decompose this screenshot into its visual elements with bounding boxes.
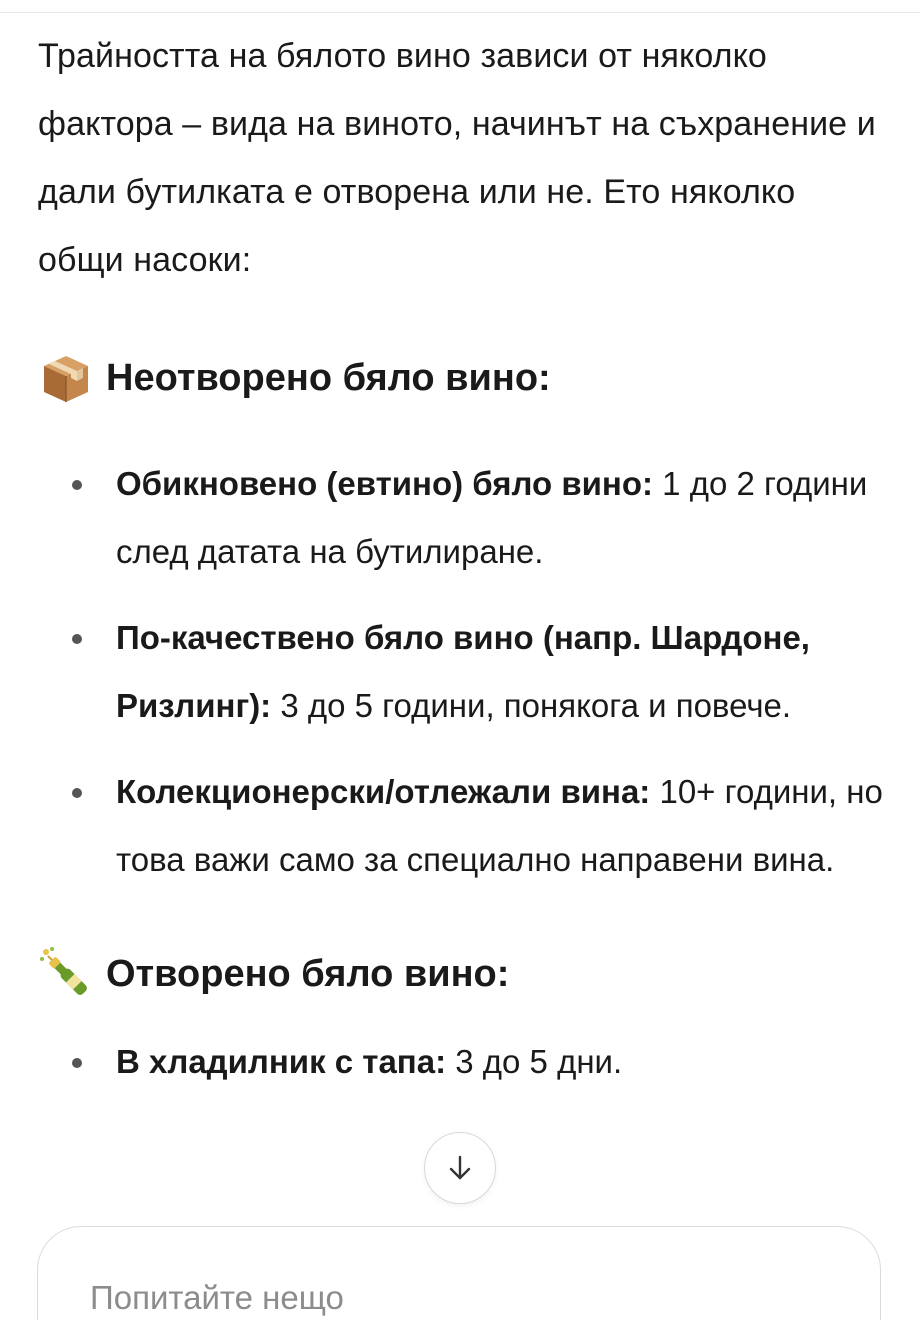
section-heading [38, 942, 888, 1006]
message-composer [37, 1226, 881, 1320]
list-item [38, 450, 888, 586]
item-text: 10+ години, но това важи само за специално направени вина. [116, 773, 883, 878]
section-title: Неотворено бяло вино: [106, 356, 551, 399]
section-heading [38, 346, 888, 410]
item-text: 3 до 5 дни. [446, 1043, 623, 1080]
assistant-message [38, 22, 888, 1096]
list-item [38, 1028, 888, 1096]
item-label: По-качествено бяло вино (напр. Шардоне, Ризлинг): [116, 619, 810, 724]
section-unopened [38, 346, 888, 894]
list-item [38, 604, 888, 740]
section-title: Отворено бяло вино: [106, 952, 510, 995]
bullet [72, 788, 82, 798]
champagne-bottle-icon [38, 946, 94, 1002]
item-list [38, 450, 888, 894]
item-text: 3 до 5 години, понякога и повече. [271, 687, 792, 724]
prompt-input[interactable] [90, 1279, 790, 1317]
item-label: В хладилник с тапа: [116, 1043, 447, 1080]
bullet [72, 480, 82, 490]
arrow-down-icon [445, 1153, 475, 1183]
bullet [72, 1058, 82, 1068]
package-icon [38, 350, 94, 406]
item-text: 1 до 2 години след датата на бутилиране. [116, 465, 868, 570]
list-item [38, 758, 888, 894]
scroll-to-bottom-button[interactable] [424, 1132, 496, 1204]
item-label: Колекционерски/отлежали вина: [116, 773, 651, 810]
item-label: Обикновено (евтино) бяло вино: [116, 465, 654, 502]
intro-paragraph: Трайността на бялото вино зависи от няколко фактора – вида на виното, начинът на съхранение и дали бутилката е отворена или не. Ето няколко общи насоки: [38, 37, 876, 279]
item-list [38, 1028, 888, 1096]
bullet [72, 634, 82, 644]
section-opened [38, 942, 888, 1096]
top-divider [0, 12, 920, 13]
